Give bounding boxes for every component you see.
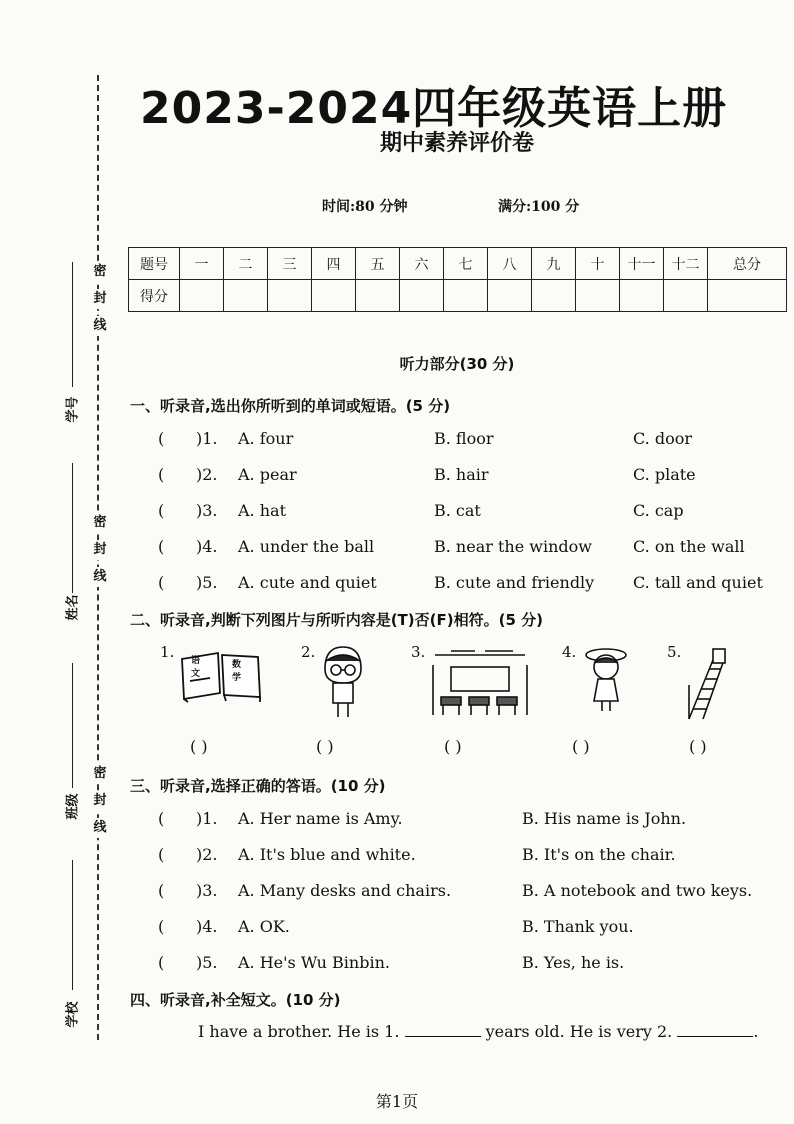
picture-number: 5.	[667, 643, 682, 661]
page-number: 第1页	[375, 1092, 419, 1111]
option-c: C. on the wall	[633, 537, 745, 556]
score-row-label: 得分	[129, 280, 180, 312]
table-header-cell: 八	[488, 248, 532, 280]
listening-title: 听力部分(30 分)	[399, 355, 515, 373]
table-header-cell: 十	[576, 248, 620, 280]
answer-bracket[interactable]: (	[158, 917, 165, 936]
seal-char: 封	[92, 289, 108, 309]
option-a: A. Many desks and chairs.	[238, 881, 452, 900]
table-header-cell: 十一	[620, 248, 664, 280]
option-b: B. near the window	[434, 537, 592, 556]
girl-with-hat-icon	[582, 645, 630, 715]
table-header-cell: 九	[532, 248, 576, 280]
table-header-cell: 四	[312, 248, 356, 280]
book-label: 数学	[232, 660, 242, 683]
score-cell[interactable]	[532, 280, 576, 312]
answer-bracket[interactable]: (	[158, 429, 165, 448]
item-number: )3.	[196, 881, 218, 900]
blank-field[interactable]	[677, 1022, 753, 1037]
item-number: )4.	[196, 917, 218, 936]
answer-bracket[interactable]: (	[158, 501, 165, 520]
seal-char: 密	[92, 764, 108, 784]
item-number: )5.	[196, 573, 218, 592]
option-a: A. under the ball	[238, 537, 375, 556]
seal-char: 密	[92, 262, 108, 282]
option-a: A. hat	[238, 501, 286, 520]
picture-number: 1.	[160, 643, 175, 661]
picture-number: 2.	[301, 643, 316, 661]
book-label: 语文	[191, 656, 201, 679]
answer-bracket[interactable]: ( )	[316, 737, 334, 756]
option-a: A. Her name is Amy.	[238, 809, 403, 828]
option-a: A. cute and quiet	[238, 573, 377, 592]
name-label: 姓名	[65, 594, 81, 621]
table-header-cell: 五	[356, 248, 400, 280]
class-label: 班级	[65, 793, 81, 820]
cloze-text: years old. He is very 2.	[485, 1022, 673, 1041]
table-header-cell: 总分	[708, 248, 787, 280]
seal-char: 封	[92, 791, 108, 811]
item-number: )1.	[196, 809, 218, 828]
option-a: A. pear	[238, 465, 297, 484]
score-cell[interactable]	[620, 280, 664, 312]
answer-bracket[interactable]: (	[158, 809, 165, 828]
option-c: C. door	[633, 429, 692, 448]
option-b: B. His name is John.	[522, 809, 687, 828]
option-b: B. It's on the chair.	[522, 845, 676, 864]
cloze-passage	[198, 1022, 758, 1041]
school-line	[72, 860, 73, 990]
classroom-icon	[431, 645, 529, 721]
seal-char: 线	[92, 316, 108, 336]
score-cell[interactable]	[664, 280, 708, 312]
answer-bracket[interactable]: (	[158, 537, 165, 556]
boy-with-glasses-icon	[319, 645, 367, 723]
item-number: )3.	[196, 501, 218, 520]
cloze-text: .	[753, 1022, 759, 1041]
seal-char: 封	[92, 540, 108, 560]
page-subtitle: 期中素养评价卷	[379, 131, 534, 156]
score-cell[interactable]	[400, 280, 444, 312]
option-b: B. floor	[434, 429, 494, 448]
table-header-cell: 三	[268, 248, 312, 280]
option-a: A. It's blue and white.	[238, 845, 416, 864]
score-table	[128, 247, 787, 312]
option-c: C. tall and quiet	[633, 573, 763, 592]
exam-time: 时间:80 分钟	[322, 199, 408, 215]
answer-bracket[interactable]: (	[158, 573, 165, 592]
table-header-cell: 十二	[664, 248, 708, 280]
blank-field[interactable]	[405, 1022, 481, 1037]
section2-title: 二、听录音,判断下列图片与所听内容是(T)否(F)相符。(5 分)	[130, 611, 543, 629]
item-number: )4.	[196, 537, 218, 556]
item-number: )1.	[196, 429, 218, 448]
option-c: C. plate	[633, 465, 696, 484]
table-header-cell: 二	[224, 248, 268, 280]
option-a: A. OK.	[238, 917, 290, 936]
cloze-text: I have a brother. He is 1.	[198, 1022, 400, 1041]
full-score: 满分:100 分	[498, 199, 580, 215]
picture-number: 3.	[411, 643, 426, 661]
option-b: B. cute and friendly	[434, 573, 595, 592]
score-table-header-row	[129, 248, 787, 280]
name-line	[72, 463, 73, 593]
option-b: B. hair	[434, 465, 489, 484]
answer-bracket[interactable]: (	[158, 465, 165, 484]
option-c: C. cap	[633, 501, 684, 520]
score-cell[interactable]	[180, 280, 224, 312]
score-cell[interactable]	[444, 280, 488, 312]
item-number: )2.	[196, 465, 218, 484]
table-header-cell: 题号	[129, 248, 180, 280]
option-b: B. Yes, he is.	[522, 953, 625, 972]
table-header-cell: 一	[180, 248, 224, 280]
answer-bracket[interactable]: (	[158, 953, 165, 972]
table-header-cell: 七	[444, 248, 488, 280]
score-cell[interactable]	[356, 280, 400, 312]
answer-bracket[interactable]: ( )	[190, 737, 208, 756]
option-b: B. Thank you.	[522, 917, 634, 936]
seal-char: 线	[92, 567, 108, 587]
option-b: B. A notebook and two keys.	[522, 881, 753, 900]
score-cell[interactable]	[576, 280, 620, 312]
page-title: 2023-2024四年级英语上册	[140, 83, 728, 134]
answer-bracket[interactable]: ( )	[689, 737, 707, 756]
answer-bracket[interactable]: (	[158, 845, 165, 864]
option-b: B. cat	[434, 501, 481, 520]
option-a: A. He's Wu Binbin.	[238, 953, 390, 972]
answer-bracket[interactable]: (	[158, 881, 165, 900]
table-header-cell: 六	[400, 248, 444, 280]
item-number: )2.	[196, 845, 218, 864]
section3-title: 三、听录音,选择正确的答语。(10 分)	[130, 777, 386, 795]
section1-title: 一、听录音,选出你所听到的单词或短语。(5 分)	[130, 397, 451, 415]
score-cell[interactable]	[312, 280, 356, 312]
option-a: A. four	[238, 429, 294, 448]
seal-char: 线	[92, 818, 108, 838]
score-table-score-row	[129, 280, 787, 312]
score-cell[interactable]	[488, 280, 532, 312]
student-id-label: 学号	[65, 396, 81, 423]
answer-bracket[interactable]: ( )	[444, 737, 462, 756]
answer-bracket[interactable]: ( )	[572, 737, 590, 756]
seal-char: 密	[92, 513, 108, 533]
ladder-icon	[685, 645, 733, 721]
school-label: 学校	[65, 1001, 81, 1028]
section4-title: 四、听录音,补全短文。(10 分)	[130, 991, 341, 1009]
score-cell[interactable]	[224, 280, 268, 312]
picture-number: 4.	[562, 643, 577, 661]
class-line	[72, 663, 73, 788]
score-cell[interactable]	[708, 280, 787, 312]
item-number: )5.	[196, 953, 218, 972]
score-cell[interactable]	[268, 280, 312, 312]
books-icon	[176, 647, 264, 703]
